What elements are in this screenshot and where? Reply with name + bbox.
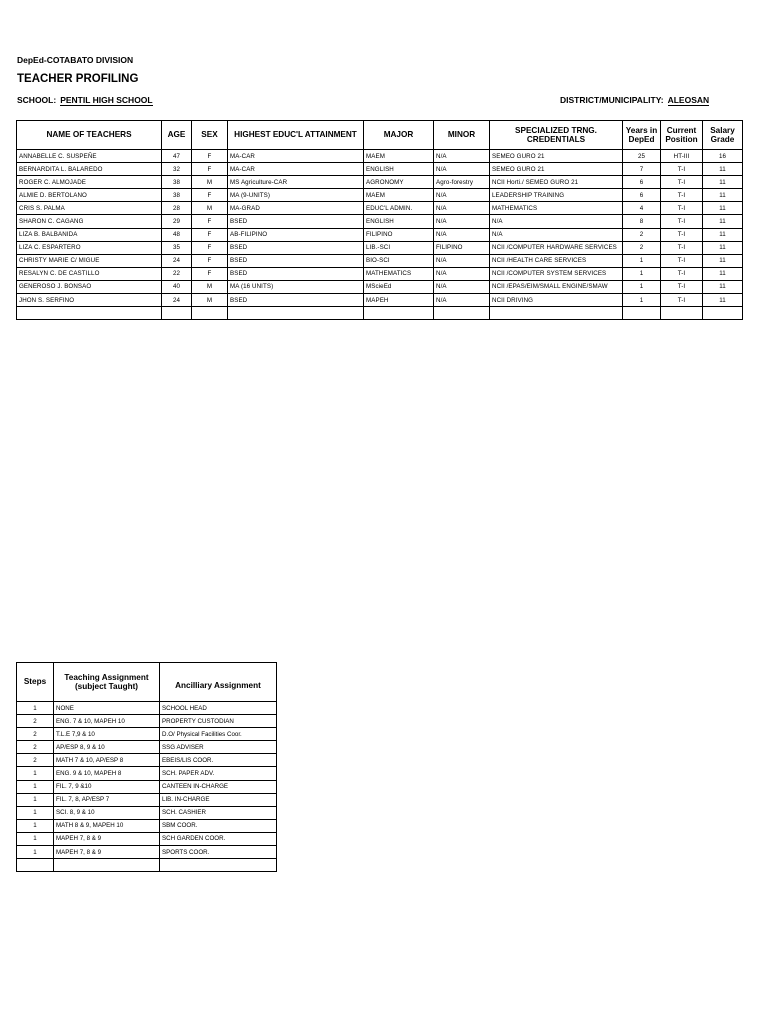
- cell-steps: 2: [17, 715, 54, 728]
- cell-ancillary: [160, 859, 277, 872]
- cell-major: ENGLISH: [364, 163, 434, 176]
- cell-education: BSED: [228, 294, 364, 307]
- cell-minor: N/A: [434, 215, 490, 228]
- cell-teaching: FIL. 7, 8, AP/ESP 7: [54, 793, 160, 806]
- assignment-table-header: [17, 663, 277, 702]
- teacher-profile-table: [16, 120, 743, 320]
- cell-years: 1: [623, 267, 661, 280]
- cell-minor: [434, 307, 490, 320]
- table-row: [17, 702, 277, 715]
- cell-name: GENEROSO J. BONSAO: [17, 280, 162, 293]
- cell-steps: 1: [17, 819, 54, 832]
- cell-sex: M: [192, 294, 228, 307]
- cell-teaching: AP/ESP 8, 9 & 10: [54, 741, 160, 754]
- table-row: [17, 859, 277, 872]
- cell-credentials: NCII /HEALTH CARE SERVICES: [490, 254, 623, 267]
- cell-age: 47: [162, 150, 192, 163]
- cell-credentials: NCII /COMPUTER SYSTEM SERVICES: [490, 267, 623, 280]
- table-row: [17, 267, 743, 280]
- cell-salary: 11: [703, 202, 743, 215]
- school-label: SCHOOL:: [17, 95, 57, 105]
- table-row: [17, 741, 277, 754]
- cell-credentials: N/A: [490, 228, 623, 241]
- cell-credentials: NCII DRIVING: [490, 294, 623, 307]
- cell-salary: 11: [703, 267, 743, 280]
- cell-ancillary: PROPERTY CUSTODIAN: [160, 715, 277, 728]
- cell-name: ALMIE D. BERTOLANO: [17, 189, 162, 202]
- cell-age: 38: [162, 189, 192, 202]
- cell-sex: [192, 307, 228, 320]
- cell-teaching: NONE: [54, 702, 160, 715]
- teacher-table-header: [17, 121, 743, 150]
- cell-ancillary: SPORTS COOR.: [160, 846, 277, 859]
- cell-sex: F: [192, 150, 228, 163]
- table-row: [17, 780, 277, 793]
- cell-position: T-I: [661, 163, 703, 176]
- cell-credentials: NCII Horti./ SEMEO GURO 21: [490, 176, 623, 189]
- cell-position: T-I: [661, 254, 703, 267]
- cell-years: 7: [623, 163, 661, 176]
- table-row: [17, 767, 277, 780]
- cell-education: BSED: [228, 254, 364, 267]
- table-row: [17, 307, 743, 320]
- cell-minor: N/A: [434, 228, 490, 241]
- header-major: MAJOR: [364, 121, 434, 150]
- table-row: [17, 806, 277, 819]
- cell-name: SHARON C. CAGANG: [17, 215, 162, 228]
- district-line: [560, 95, 709, 105]
- cell-position: T-I: [661, 215, 703, 228]
- cell-major: BIO-SCI: [364, 254, 434, 267]
- document-title: TEACHER PROFILING: [17, 73, 139, 85]
- cell-minor: N/A: [434, 202, 490, 215]
- cell-credentials: NCII /COMPUTER HARDWARE SERVICES: [490, 241, 623, 254]
- cell-years: 25: [623, 150, 661, 163]
- header-credentials: SPECIALIZED TRNG. CREDENTIALS: [490, 121, 623, 150]
- assignment-table: [16, 662, 277, 872]
- cell-age: 28: [162, 202, 192, 215]
- cell-education: [228, 307, 364, 320]
- cell-salary: 11: [703, 254, 743, 267]
- cell-steps: 2: [17, 728, 54, 741]
- cell-credentials: N/A: [490, 215, 623, 228]
- cell-sex: M: [192, 176, 228, 189]
- cell-credentials: LEADERSHIP TRAINING: [490, 189, 623, 202]
- cell-steps: 1: [17, 702, 54, 715]
- cell-position: T-I: [661, 202, 703, 215]
- cell-sex: F: [192, 228, 228, 241]
- cell-steps: 1: [17, 846, 54, 859]
- cell-age: 22: [162, 267, 192, 280]
- cell-major: MATHEMATICS: [364, 267, 434, 280]
- cell-major: MAPEH: [364, 294, 434, 307]
- cell-major: AGRONOMY: [364, 176, 434, 189]
- cell-sex: F: [192, 215, 228, 228]
- cell-ancillary: SCH. CASHIER: [160, 806, 277, 819]
- table-row: [17, 832, 277, 845]
- cell-teaching: FIL. 7, 9 &10: [54, 780, 160, 793]
- header-minor: MINOR: [434, 121, 490, 150]
- cell-name: JHON S. SERFINO: [17, 294, 162, 307]
- cell-minor: Agro-forestry: [434, 176, 490, 189]
- cell-credentials: SEMEO GURO 21: [490, 163, 623, 176]
- cell-position: [661, 307, 703, 320]
- cell-education: MA (16 UNITS): [228, 280, 364, 293]
- cell-years: 8: [623, 215, 661, 228]
- cell-sex: M: [192, 280, 228, 293]
- cell-position: T-I: [661, 267, 703, 280]
- cell-steps: 2: [17, 741, 54, 754]
- cell-steps: [17, 859, 54, 872]
- cell-age: 32: [162, 163, 192, 176]
- cell-name: ROGER C. ALMOJADE: [17, 176, 162, 189]
- cell-education: MA (9-UNITS): [228, 189, 364, 202]
- cell-sex: F: [192, 267, 228, 280]
- cell-steps: 1: [17, 806, 54, 819]
- table-row: [17, 793, 277, 806]
- cell-salary: 16: [703, 150, 743, 163]
- district-label: DISTRICT/MUNICIPALITY:: [560, 95, 664, 105]
- school-line: [17, 95, 153, 105]
- header-sex: SEX: [192, 121, 228, 150]
- cell-years: 6: [623, 189, 661, 202]
- cell-steps: 1: [17, 780, 54, 793]
- cell-salary: 11: [703, 176, 743, 189]
- cell-teaching: MAPEH 7, 8 & 9: [54, 846, 160, 859]
- cell-ancillary: EBEIS/LIS COOR.: [160, 754, 277, 767]
- table-row: [17, 150, 743, 163]
- cell-steps: 2: [17, 754, 54, 767]
- cell-sex: F: [192, 189, 228, 202]
- cell-years: 1: [623, 280, 661, 293]
- cell-name: LIZA B. BALBANIDA: [17, 228, 162, 241]
- table-row: [17, 754, 277, 767]
- table-row: [17, 215, 743, 228]
- cell-name: CRIS S. PALMA: [17, 202, 162, 215]
- table-row: [17, 189, 743, 202]
- table-row: [17, 280, 743, 293]
- cell-salary: 11: [703, 294, 743, 307]
- header-teaching-assignment: Teaching Assignment (subject Taught): [54, 663, 160, 702]
- cell-ancillary: SSG ADVISER: [160, 741, 277, 754]
- cell-education: MS Agriculture-CAR: [228, 176, 364, 189]
- cell-position: T-I: [661, 294, 703, 307]
- cell-minor: N/A: [434, 294, 490, 307]
- table-row: [17, 294, 743, 307]
- header-age: AGE: [162, 121, 192, 150]
- table-row: [17, 715, 277, 728]
- cell-sex: M: [192, 202, 228, 215]
- cell-minor: N/A: [434, 163, 490, 176]
- cell-steps: 1: [17, 793, 54, 806]
- cell-position: T-I: [661, 176, 703, 189]
- cell-sex: F: [192, 254, 228, 267]
- cell-major: [364, 307, 434, 320]
- cell-major: MAEM: [364, 189, 434, 202]
- cell-ancillary: CANTEEN IN-CHARGE: [160, 780, 277, 793]
- cell-salary: 11: [703, 189, 743, 202]
- table-row: [17, 202, 743, 215]
- cell-minor: N/A: [434, 280, 490, 293]
- cell-credentials: [490, 307, 623, 320]
- header-years: Years in DepEd: [623, 121, 661, 150]
- cell-major: FILIPINO: [364, 228, 434, 241]
- cell-age: 24: [162, 254, 192, 267]
- header-ancillary-assignment: Ancilliary Assignment: [160, 663, 277, 702]
- table-row: [17, 254, 743, 267]
- cell-major: MAEM: [364, 150, 434, 163]
- cell-major: ENGLISH: [364, 215, 434, 228]
- cell-position: HT-III: [661, 150, 703, 163]
- cell-education: BSED: [228, 215, 364, 228]
- cell-salary: 11: [703, 280, 743, 293]
- cell-age: 40: [162, 280, 192, 293]
- division-heading: DepEd-COTABATO DIVISION: [17, 55, 134, 65]
- cell-credentials: NCII /EPAS/EIM/SMALL ENGINE/SMAW: [490, 280, 623, 293]
- table-row: [17, 228, 743, 241]
- cell-minor: N/A: [434, 254, 490, 267]
- cell-major: MScieEd: [364, 280, 434, 293]
- cell-teaching: SCI. 8, 9 & 10: [54, 806, 160, 819]
- table-row: [17, 241, 743, 254]
- header-salary: Salary Grade: [703, 121, 743, 150]
- cell-ancillary: SBM COOR.: [160, 819, 277, 832]
- cell-teaching: ENG. 7 & 10, MAPEH 10: [54, 715, 160, 728]
- cell-teaching: ENG. 9 & 10, MAPEH 8: [54, 767, 160, 780]
- cell-ancillary: SCH. PAPER ADV.: [160, 767, 277, 780]
- cell-teaching: MAPEH 7, 8 & 9: [54, 832, 160, 845]
- header-steps: Steps: [17, 663, 54, 702]
- school-value: PENTIL HIGH SCHOOL: [60, 95, 153, 105]
- cell-teaching: MATH 8 & 9, MAPEH 10: [54, 819, 160, 832]
- cell-name: LIZA C. ESPARTERO: [17, 241, 162, 254]
- cell-teaching: [54, 859, 160, 872]
- cell-name: BERNARDITA L. BALAREDO: [17, 163, 162, 176]
- cell-education: BSED: [228, 241, 364, 254]
- cell-years: [623, 307, 661, 320]
- cell-ancillary: SCH GARDEN COOR.: [160, 832, 277, 845]
- cell-position: T-I: [661, 189, 703, 202]
- cell-steps: 1: [17, 767, 54, 780]
- table-row: [17, 176, 743, 189]
- cell-major: EDUC'L ADMIN.: [364, 202, 434, 215]
- cell-education: MA-CAR: [228, 150, 364, 163]
- cell-education: MA-CAR: [228, 163, 364, 176]
- cell-credentials: SEMEO GURO 21: [490, 150, 623, 163]
- cell-salary: 11: [703, 163, 743, 176]
- cell-salary: 11: [703, 228, 743, 241]
- cell-age: 24: [162, 294, 192, 307]
- cell-ancillary: D.O/ Physical Facilities Coor.: [160, 728, 277, 741]
- cell-minor: N/A: [434, 189, 490, 202]
- cell-teaching: T.L.E 7,9 & 10: [54, 728, 160, 741]
- cell-years: 1: [623, 294, 661, 307]
- cell-minor: N/A: [434, 267, 490, 280]
- cell-ancillary: SCHOOL HEAD: [160, 702, 277, 715]
- cell-years: 1: [623, 254, 661, 267]
- cell-education: AB-FILIPINO: [228, 228, 364, 241]
- cell-age: 48: [162, 228, 192, 241]
- cell-position: T-I: [661, 228, 703, 241]
- cell-salary: 11: [703, 215, 743, 228]
- cell-age: 35: [162, 241, 192, 254]
- cell-years: 4: [623, 202, 661, 215]
- table-row: [17, 846, 277, 859]
- header-name: NAME OF TEACHERS: [17, 121, 162, 150]
- cell-major: LIB.-SCI: [364, 241, 434, 254]
- cell-teaching: MATH 7 & 10, AP/ESP 8: [54, 754, 160, 767]
- cell-ancillary: LIB. IN-CHARGE: [160, 793, 277, 806]
- district-value: ALEOSAN: [667, 95, 710, 105]
- cell-age: 38: [162, 176, 192, 189]
- cell-name: CHRISTY MARIE C/ MIGUE: [17, 254, 162, 267]
- table-row: [17, 819, 277, 832]
- cell-years: 2: [623, 241, 661, 254]
- cell-sex: F: [192, 163, 228, 176]
- cell-salary: [703, 307, 743, 320]
- cell-position: T-I: [661, 241, 703, 254]
- table-row: [17, 163, 743, 176]
- cell-age: [162, 307, 192, 320]
- cell-minor: N/A: [434, 150, 490, 163]
- cell-years: 2: [623, 228, 661, 241]
- cell-years: 6: [623, 176, 661, 189]
- cell-age: 29: [162, 215, 192, 228]
- cell-credentials: MATHEMATICS: [490, 202, 623, 215]
- cell-name: ANNABELLE C. SUSPEÑE: [17, 150, 162, 163]
- cell-position: T-I: [661, 280, 703, 293]
- cell-minor: FILIPINO: [434, 241, 490, 254]
- cell-name: [17, 307, 162, 320]
- cell-name: RESALYN C. DE CASTILLO: [17, 267, 162, 280]
- cell-education: BSED: [228, 267, 364, 280]
- header-education: HIGHEST EDUC'L ATTAINMENT: [228, 121, 364, 150]
- cell-steps: 1: [17, 832, 54, 845]
- header-position: Current Position: [661, 121, 703, 150]
- cell-sex: F: [192, 241, 228, 254]
- cell-salary: 11: [703, 241, 743, 254]
- cell-education: MA-GRAD: [228, 202, 364, 215]
- table-row: [17, 728, 277, 741]
